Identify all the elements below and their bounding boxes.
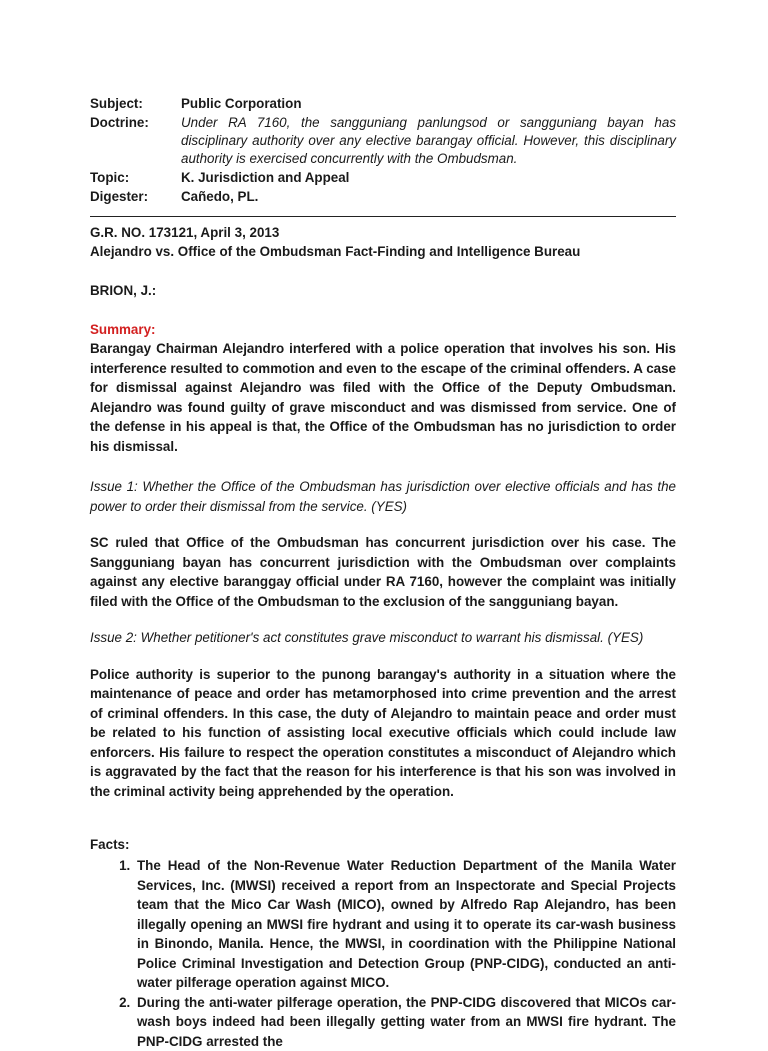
list-item: 1. The Head of the Non-Revenue Water Reduction Department of the Manila Water Services, Inc. (MWSI) received a report from an Inspectorate and Special Projects team that the Mico Car Wash (MICO), owned by Alfredo Rap Alejandro, has been illegally opening an MWSI fire hydrant and using it to operate its car-wash business in Binondo, Manila. Hence, the MWSI, in coordination with the Philippine National Police Criminal Investigation and Detection Group (PNP-CIDG), conducted an anti-water pilferage operation against MICO. xyxy=(134,856,676,993)
summary-heading: Summary: xyxy=(90,320,676,339)
issue-1-question: Issue 1: Whether the Office of the Ombudsman has jurisdiction over elective officials and has the power to order their dismissal from the service. (YES) xyxy=(90,477,676,516)
issue-2-question: Issue 2: Whether petitioner's act constitutes grave misconduct to warrant his dismissal. (YES) xyxy=(90,628,676,648)
header-divider xyxy=(90,216,676,217)
ponente: BRION, J.: xyxy=(90,281,676,300)
facts-heading: Facts: xyxy=(90,835,676,854)
digester-value: Cañedo, PL. xyxy=(181,188,676,206)
topic-value: K. Jurisdiction and Appeal xyxy=(181,169,676,187)
issue-2-ruling: Police authority is superior to the punong barangay's authority in a situation where the maintenance of peace and order has metamorphosed into crime prevention and the arrest of criminal offenders. In this case, the duty of Alejandro to maintain peace and order must be related to his function of assisting local executive officials which could include law enforcers. His failure to respect the operation constitutes a misconduct of Alejandro which is aggravated by the fact that the reason for his interference is that his son was involved in the criminal activity being apprehended by the operation. xyxy=(90,665,676,802)
digest-header xyxy=(90,95,676,206)
doctrine-label: Doctrine: xyxy=(90,114,181,168)
summary-text: Barangay Chairman Alejandro interfered with a police operation that involves his son. His interference resulted to commotion and even to the escape of the criminal offenders. A case for dismissal against Alejandro was filed with the Office of the Deputy Ombudsman. Alejandro was found guilty of grave misconduct and was dismissed from service. One of the defense in his appeal is that, the Office of the Ombudsman has no jurisdiction to order his dismissal. xyxy=(90,339,676,456)
facts-list xyxy=(90,856,676,1051)
case-title: Alejandro vs. Office of the Ombudsman Fact-Finding and Intelligence Bureau xyxy=(90,242,676,261)
case-number: G.R. NO. 173121, April 3, 2013 xyxy=(90,223,676,242)
digester-label: Digester: xyxy=(90,188,181,206)
topic-label: Topic: xyxy=(90,169,181,187)
doctrine-value: Under RA 7160, the sangguniang panlungsod or sangguniang bayan has disciplinary authority over any elective barangay official. However, this disciplinary authority is exercised concurrently with the Ombudsman. xyxy=(181,114,676,168)
issue-1-ruling: SC ruled that Office of the Ombudsman has concurrent jurisdiction over his case. The Sangguniang bayan has concurrent jurisdiction with the Ombudsman over complaints against any elective baranggay official under RA 7160, however the complaint was initially filed with the Office of the Ombudsman to the exclusion of the sangguniang bayan. xyxy=(90,533,676,611)
list-item: 2. During the anti-water pilferage operation, the PNP-CIDG discovered that MICOs car-wash boys indeed had been illegally getting water from an MWSI fire hydrant. The PNP-CIDG arrested the xyxy=(134,993,676,1051)
subject-value: Public Corporation xyxy=(181,95,676,113)
subject-label: Subject: xyxy=(90,95,181,113)
